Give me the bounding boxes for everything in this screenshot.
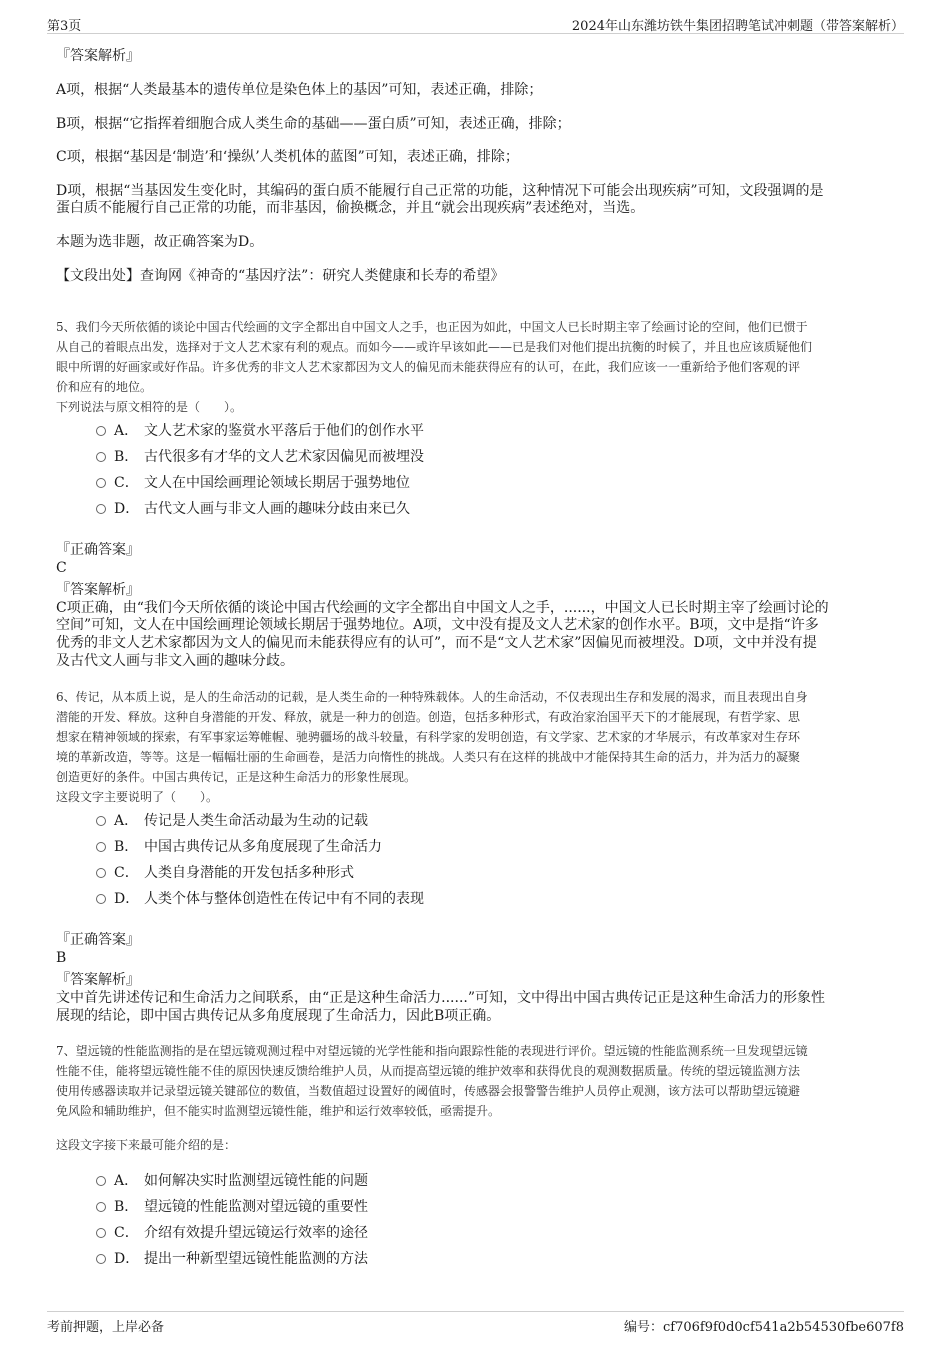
q5-analysis-line1: C项正确，由“我们今天所依循的谈论中国古代绘画的文字全都出自中国文人之手，......，中国文人已长时期主宰了绘画讨论的 bbox=[56, 600, 829, 616]
radio-icon[interactable] bbox=[96, 426, 106, 436]
radio-icon[interactable] bbox=[96, 868, 106, 878]
q4-analysis-d-line1: D项，根据“当基因发生变化时，其编码的蛋白质不能履行自己正常的功能，这种情况下可能会出现疾病”可知，文段强调的是 bbox=[56, 183, 824, 199]
q5-analysis-label: 『答案解析』 bbox=[56, 582, 140, 598]
q5-analysis-line4: 及古代文人画与非文入画的趣味分歧。 bbox=[56, 653, 294, 669]
q6-stem-line3: 想家在精神领域的探索，有军事家运筹帷幄、驰骋疆场的战斗较量，有科学家的发明创造，有文学家、艺术家的才华展示，有改革家对生存环 bbox=[56, 730, 801, 744]
radio-icon[interactable] bbox=[96, 1176, 106, 1186]
q4-analysis-b: B项，根据“它指挥着细胞合成人类生命的基础——蛋白质”可知，表述正确，排除； bbox=[56, 116, 571, 132]
q4-source: 【文段出处】查询网《神奇的“基因疗法”：研究人类健康和长寿的希望》 bbox=[56, 268, 505, 284]
q5-answer: C bbox=[56, 560, 67, 576]
q7-stem-line2: 性能不佳，能将望远镜性能不佳的原因快速反馈给维护人员，从而提高望远镜的维护效率和获得优良的观测数据质量。传统的望远镜监测方法 bbox=[56, 1064, 801, 1078]
q5-analysis-line3: 优秀的非文人艺术家都因为文人的偏见而未能获得应有的认可”，而不是“文人艺术家”因偏见而被埋没。D项，文中并没有提 bbox=[56, 635, 817, 651]
q5-stem-line4: 价和应有的地位。 bbox=[56, 380, 153, 394]
q5-question: 下列说法与原文相符的是（ ）。 bbox=[56, 400, 243, 414]
q7-stem-line4: 免风险和辅助维护，但不能实时监测望远镜性能，维护和运行效率较低，亟需提升。 bbox=[56, 1104, 501, 1118]
q6-stem-line5: 创造更好的条件。中国古典传记，正是这种生命活力的形象性展现。 bbox=[56, 770, 417, 784]
q5-stem-line2: 从自己的着眼点出发，选择对于文人艺术家有利的观点。而如今——或许早该如此——已是我们对他们提出抗衡的时候了，并且也应该质疑他们 bbox=[56, 340, 813, 354]
q4-analysis-d-line2: 蛋白质不能履行自己正常的功能，而非基因，偷换概念，并且“就会出现疾病”表述绝对，当选。 bbox=[56, 200, 645, 216]
radio-icon[interactable] bbox=[96, 452, 106, 462]
q5-answer-label: 『正确答案』 bbox=[56, 542, 140, 558]
radio-icon[interactable] bbox=[96, 1254, 106, 1264]
q6-stem-line4: 境的革新改造，等等。这是一幅幅壮丽的生命画卷，是活力向惰性的挑战。人类只有在这样的挑战中才能保持其生命的活力，并为活力的凝聚 bbox=[56, 750, 801, 764]
q6-option-c[interactable]: C． 人类自身潜能的开发包括多种形式 bbox=[96, 864, 354, 882]
q5-option-b[interactable]: B． 古代很多有才华的文人艺术家因偏见而被埋没 bbox=[96, 448, 424, 466]
q6-analysis-line2: 展现的结论，即中国古典传记从多角度展现了生命活力，因此B项正确。 bbox=[56, 1008, 501, 1024]
q4-analysis-label: 『答案解析』 bbox=[56, 48, 140, 64]
q6-option-a[interactable]: A． 传记是人类生命活动最为生动的记载 bbox=[96, 812, 368, 830]
q7-stem-line1: 7、望远镜的性能监测指的是在望远镜观测过程中对望远镜的光学性能和指向跟踪性能的表现进行评价。望远镜的性能监测系统一旦发现望远镜 bbox=[56, 1044, 808, 1058]
q4-analysis-a: A项，根据“人类最基本的遗传单位是染色体上的基因”可知，表述正确，排除； bbox=[56, 82, 543, 98]
radio-icon[interactable] bbox=[96, 1228, 106, 1238]
q6-analysis-label: 『答案解析』 bbox=[56, 972, 140, 988]
q7-option-a[interactable]: A． 如何解决实时监测望远镜性能的问题 bbox=[96, 1172, 368, 1190]
q5-option-d[interactable]: D． 古代文人画与非文人画的趣味分歧由来已久 bbox=[96, 500, 410, 518]
radio-icon[interactable] bbox=[96, 842, 106, 852]
footer-slogan: 考前押题，上岸必备 bbox=[47, 1320, 165, 1335]
radio-icon[interactable] bbox=[96, 816, 106, 826]
q6-answer: B bbox=[56, 950, 67, 966]
q7-option-c[interactable]: C． 介绍有效提升望远镜运行效率的途径 bbox=[96, 1224, 368, 1242]
radio-icon[interactable] bbox=[96, 894, 106, 904]
q5-stem-line3: 眼中所谓的好画家或好作品。许多优秀的非文人艺术家都因为文人的偏见而未能获得应有的认可，在此，我们应该一一重新给予他们客观的评 bbox=[56, 360, 801, 374]
q6-stem-line2: 潜能的开发、释放。这种自身潜能的开发、释放，就是一种力的创造。创造，包括多种形式，有政治家治国平天下的才能展现，有哲学家、思 bbox=[56, 710, 801, 724]
q6-answer-label: 『正确答案』 bbox=[56, 932, 140, 948]
q7-option-d[interactable]: D． 提出一种新型望远镜性能监测的方法 bbox=[96, 1250, 368, 1268]
q4-conclusion: 本题为选非题，故正确答案为D。 bbox=[56, 234, 264, 250]
document-title: 2024年山东潍坊铁牛集团招聘笔试冲刺题（带答案解析） bbox=[571, 19, 904, 34]
q5-option-c[interactable]: C． 文人在中国绘画理论领域长期居于强势地位 bbox=[96, 474, 410, 492]
q6-option-b[interactable]: B． 中国古典传记从多角度展现了生命活力 bbox=[96, 838, 382, 856]
q5-analysis-line2: 空间”可知，文人在中国绘画理论领域长期居于强势地位。A项，文中没有提及文人艺术家的创作水平。B项，文中是指“许多 bbox=[56, 617, 819, 633]
radio-icon[interactable] bbox=[96, 504, 106, 514]
q5-stem-line1: 5、我们今天所依循的谈论中国古代绘画的文字全都出自中国文人之手，也正因为如此，中国文人已长时期主宰了绘画讨论的空间，他们已惯于 bbox=[56, 320, 808, 334]
radio-icon[interactable] bbox=[96, 1202, 106, 1212]
document-code: 编号：cf706f9f0d0cf541a2b54530fbe607f8 bbox=[624, 1320, 904, 1335]
q7-stem-line3: 使用传感器读取并记录望远镜关键部位的数值，当数值超过设置好的阈值时，传感器会报警警告维护人员停止观测，该方法可以帮助望远镜避 bbox=[56, 1084, 801, 1098]
q6-option-d[interactable]: D． 人类个体与整体创造性在传记中有不同的表现 bbox=[96, 890, 424, 908]
page-footer bbox=[47, 1311, 904, 1338]
q6-question: 这段文字主要说明了（ ）。 bbox=[56, 790, 219, 804]
q5-option-a[interactable]: A． 文人艺术家的鉴赏水平落后于他们的创作水平 bbox=[96, 422, 424, 440]
q7-option-b[interactable]: B． 望远镜的性能监测对望远镜的重要性 bbox=[96, 1198, 368, 1216]
q6-analysis-line1: 文中首先讲述传记和生命活力之间联系，由“正是这种生命活力......”可知，文中得出中国古典传记正是这种生命活力的形象性 bbox=[56, 990, 826, 1006]
q6-stem-line1: 6、传记，从本质上说，是人的生命活动的记载，是人类生命的一种特殊载体。人的生命活动，不仅表现出生存和发展的渴求，而且表现出自身 bbox=[56, 690, 808, 704]
q4-analysis-c: C项，根据“基因是‘制造’和‘操纵’人类机体的蓝图”可知，表述正确，排除； bbox=[56, 149, 519, 165]
q7-question: 这段文字接下来最可能介绍的是： bbox=[56, 1138, 237, 1152]
page-number: 第3页 bbox=[47, 19, 82, 34]
page-header bbox=[47, 13, 904, 34]
radio-icon[interactable] bbox=[96, 478, 106, 488]
